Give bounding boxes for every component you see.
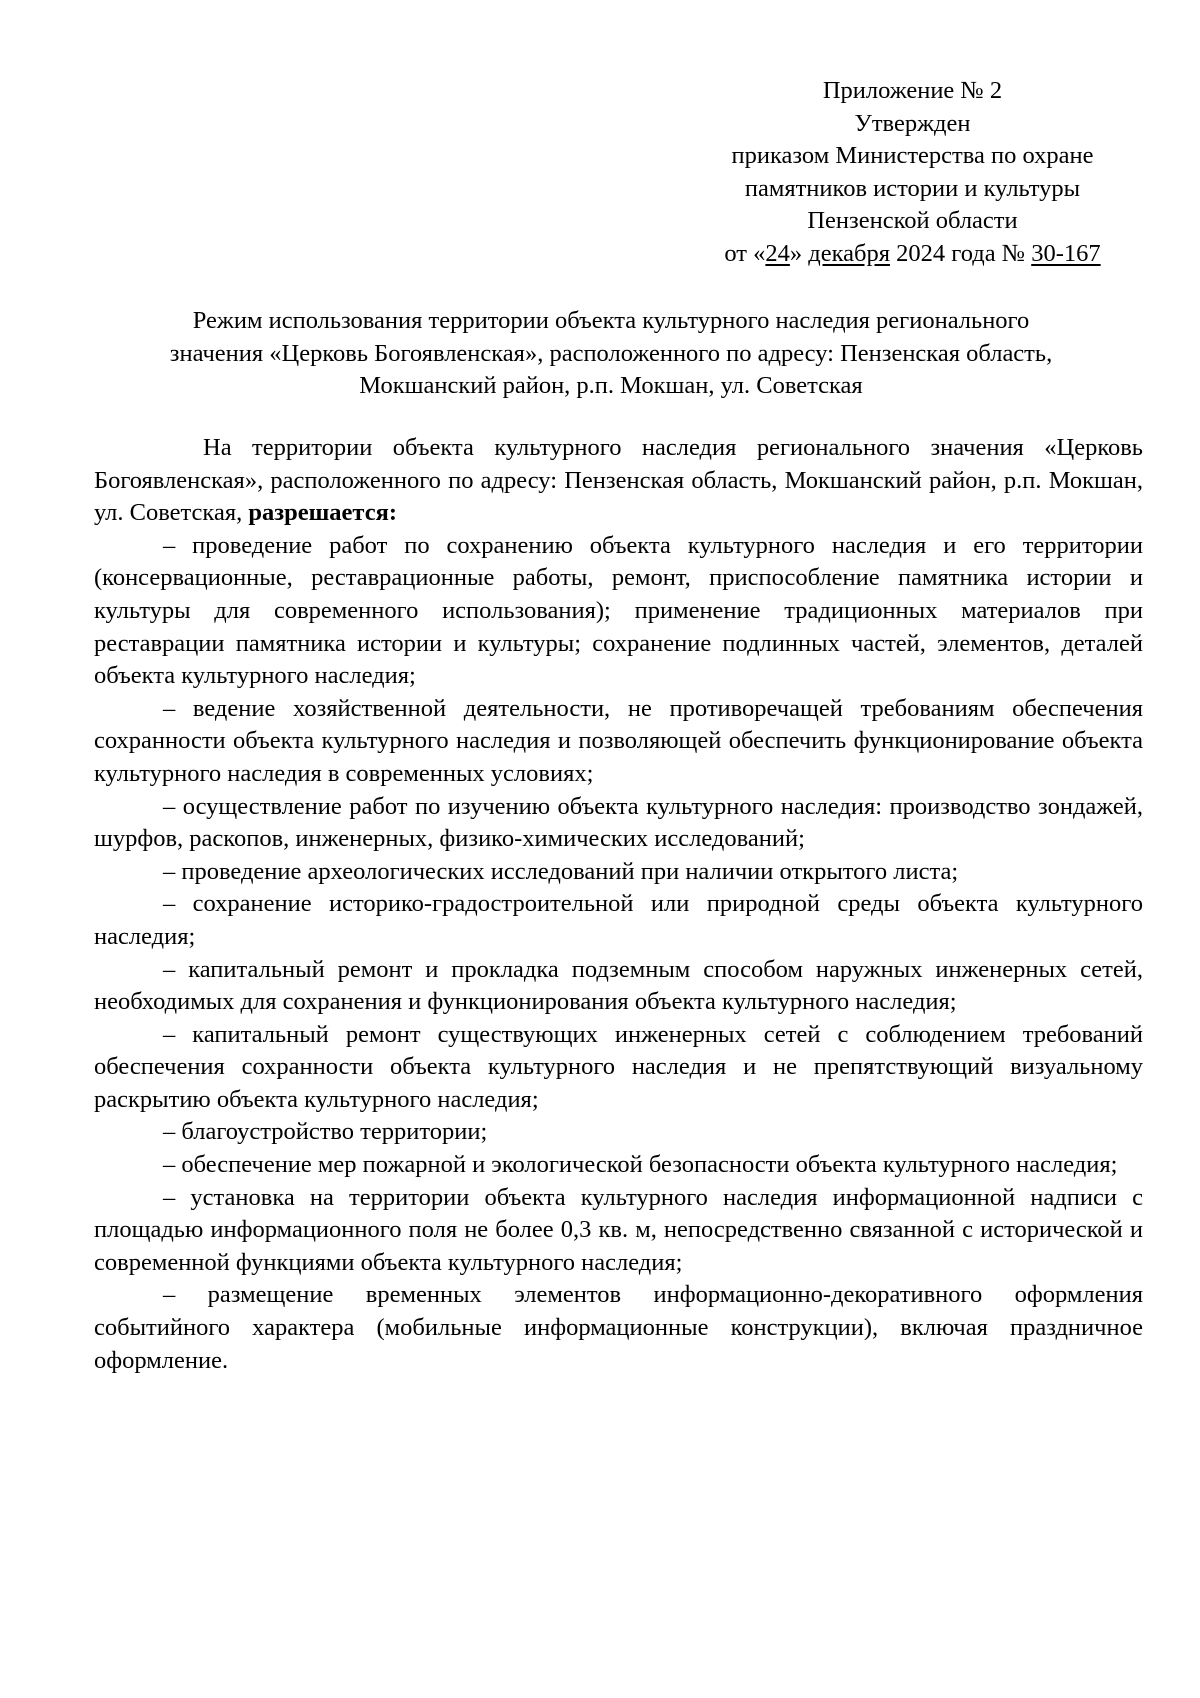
order-line-2: памятников истории и культуры: [744, 174, 1081, 202]
list-item: – ведение хозяйственной деятельности, не противоречащей требованиям обеспечения сохранности объекта культурного наследия и позволяющей обеспечить функционирование объекта культурного наследия в современных условиях;: [94, 694, 1143, 787]
title-line-1: Режим использования территории объекта культурного наследия регионального: [192, 307, 1030, 334]
date-separator: »: [789, 239, 809, 267]
list-item: – размещение временных элементов информационно-декоративного оформления событийного характера (мобильные информационные конструкции), включая праздничное оформление.: [94, 1281, 1143, 1374]
date-prefix: от «: [724, 239, 766, 267]
date-month: декабря: [808, 239, 890, 267]
order-number: 30-167: [1031, 239, 1101, 267]
date-day: 24: [765, 239, 790, 267]
approval-header: [650, 75, 1175, 271]
order-line-3: Пензенской области: [807, 207, 1018, 235]
intro-text: На территории объекта культурного наследия регионального значения «Церковь Богоявленская», расположенного по адресу: Пензенская область, Мокшанский район, р.п. Мокшан, ул. Советская,: [94, 434, 1143, 527]
list-item: – осуществление работ по изучению объекта культурного наследия: производство зондажей, шурфов, раскопов, инженерных, физико-химических исследований;: [94, 792, 1143, 853]
order-date-line: [650, 238, 1175, 271]
list-item: – проведение археологических исследований при наличии открытого листа;: [163, 857, 959, 885]
list-item: – обеспечение мер пожарной и экологической безопасности объекта культурного наследия;: [163, 1151, 1118, 1179]
date-year: 2024 года №: [890, 239, 1032, 267]
list-item: – проведение работ по сохранению объекта культурного наследия и его территории (консервационные, реставрационные работы, ремонт, приспособление памятника истории и культуры для современного использования); применение традиционных материалов при реставрации памятника истории и культуры; сохранение подлинных частей, элементов, деталей объекта культурного наследия;: [94, 531, 1143, 690]
approved-label: Утвержден: [854, 109, 971, 137]
list-item: – установка на территории объекта культурного наследия информационной надписи с площадью информационного поля не более 0,3 кв. м, непосредственно связанной с исторической и современной функциями объекта культурного наследия;: [94, 1183, 1143, 1276]
intro-paragraph: [94, 432, 1143, 530]
document-title: [96, 305, 1126, 403]
order-line-1: приказом Министерства по охране: [731, 142, 1094, 170]
appendix-number: Приложение № 2: [822, 77, 1003, 104]
document-body: [94, 432, 1143, 1377]
intro-emphasis: разрешается:: [248, 499, 398, 527]
list-item: – сохранение историко-градостроительной или природной среды объекта культурного наследия;: [94, 890, 1143, 950]
title-line-2: значения «Церковь Богоявленская», расположенного по адресу: Пензенская область,: [169, 339, 1053, 367]
title-line-3: Мокшанский район, р.п. Мокшан, ул. Советская: [359, 372, 863, 400]
list-item: – благоустройство территории;: [163, 1118, 488, 1146]
list-item: – капитальный ремонт и прокладка подземным способом наружных инженерных сетей, необходимых для сохранения и функционирования объекта культурного наследия;: [94, 955, 1143, 1016]
list-item: – капитальный ремонт существующих инженерных сетей с соблюдением требований обеспечения сохранности объекта культурного наследия и не препятствующий визуальному раскрытию объекта культурного наследия;: [94, 1020, 1143, 1113]
